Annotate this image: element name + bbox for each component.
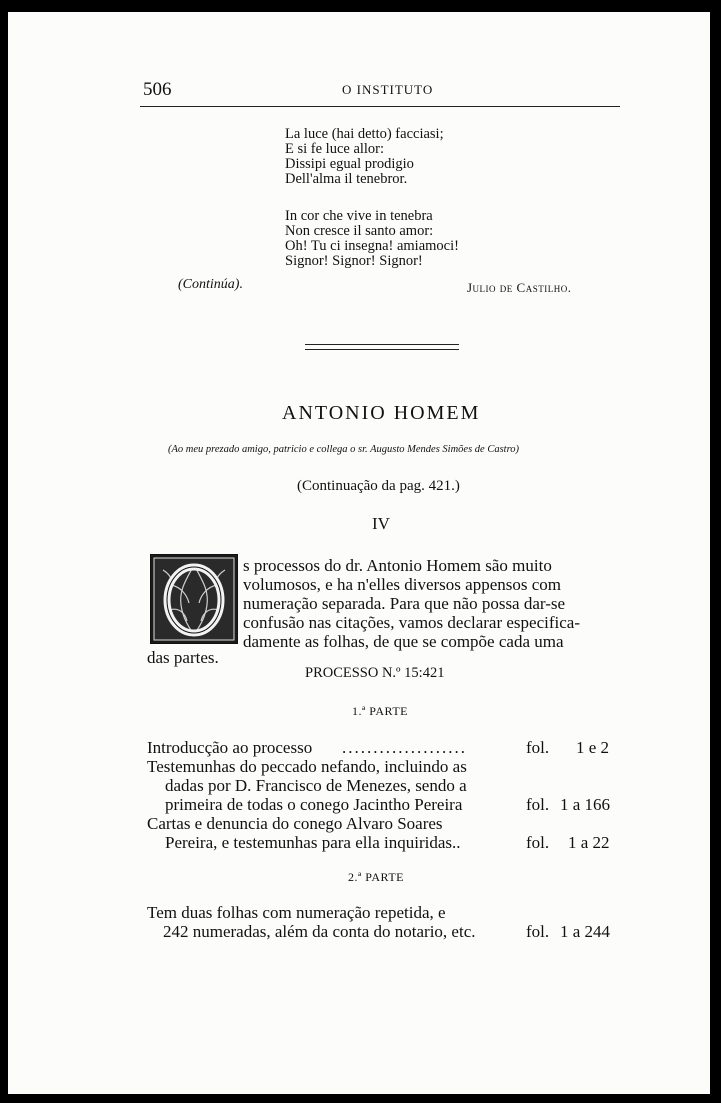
poem-line: Signor! Signor! Signor! — [285, 253, 423, 269]
toc-entry: Testemunhas do peccado nefando, incluindo as — [147, 757, 467, 776]
poem-line: Oh! Tu ci insegna! amiamoci! — [285, 238, 459, 254]
separator-rule-bottom — [305, 349, 459, 350]
header-rule — [140, 106, 620, 107]
toc-entry: Tem duas folhas com numeração repetida, e — [147, 903, 446, 922]
toc-leader: .................... — [342, 738, 467, 757]
continuation-note: (Continuação da pag. 421.) — [297, 478, 460, 494]
paragraph-line: damente as folhas, de que se compõe cada uma — [243, 632, 564, 651]
toc-entry: Cartas e denuncia do conego Alvaro Soares — [147, 814, 443, 833]
poem-line: Non cresce il santo amor: — [285, 223, 434, 239]
paragraph-line: das partes. — [147, 648, 219, 667]
toc-entry: dadas por D. Francisco de Menezes, sendo a — [165, 776, 467, 795]
paragraph-line: volumosos, e ha n'elles diversos appensos com — [243, 575, 561, 594]
drop-cap-initial — [150, 554, 238, 644]
dedication: (Ao meu prezado amigo, patricio e collega o sr. Augusto Mendes Simões de Castro) — [168, 444, 520, 455]
ornament-icon — [151, 555, 237, 643]
page-number: 506 — [143, 79, 172, 100]
paragraph-line: s processos do dr. Antonio Homem são muito — [243, 556, 552, 575]
poem-line: In cor che vive in tenebra — [285, 208, 433, 224]
toc-range: 1 a 22 — [568, 833, 610, 852]
toc-fol: fol. — [526, 922, 550, 941]
toc-entry: Introducção ao processo — [147, 738, 313, 757]
part-label: 1.ª PARTE — [352, 704, 408, 718]
toc-fol: fol. — [526, 795, 550, 814]
toc-fol: fol. — [526, 738, 550, 757]
toc-entry: 242 numeradas, além da conta do notario, etc. — [163, 922, 476, 941]
toc-range: 1 a 244 — [560, 922, 611, 941]
toc-fol: fol. — [526, 833, 550, 852]
poem-line: Dissipi egual prodigio — [285, 156, 414, 172]
toc-range: 1 e 2 — [576, 738, 610, 757]
poem-line: E si fe luce allor: — [285, 141, 385, 157]
author-signature: Julio de Castilho. — [467, 280, 572, 295]
drop-cap-letter: O — [189, 599, 199, 610]
toc-entry: Pereira, e testemunhas para ella inquiridas.. — [165, 833, 461, 852]
paragraph-line: confusão nas citações, vamos declarar especifica- — [243, 613, 580, 632]
poem-line: La luce (hai detto) facciasi; — [285, 126, 444, 142]
article-title: ANTONIO HOMEM — [282, 402, 481, 424]
toc-range: 1 a 166 — [560, 795, 611, 814]
process-heading: PROCESSO N.º 15:421 — [305, 665, 445, 681]
poem-line: Dell'alma il tenebror. — [285, 171, 408, 187]
section-number: IV — [372, 514, 390, 533]
running-head: O INSTITUTO — [342, 82, 434, 97]
continua-note: (Continúa). — [178, 277, 243, 292]
part-label: 2.ª PARTE — [348, 870, 404, 884]
paragraph-line: numeração separada. Para que não possa dar-se — [243, 594, 566, 613]
separator-rule-top — [305, 344, 459, 345]
toc-entry: primeira de todas o conego Jacintho Pereira — [165, 795, 463, 814]
